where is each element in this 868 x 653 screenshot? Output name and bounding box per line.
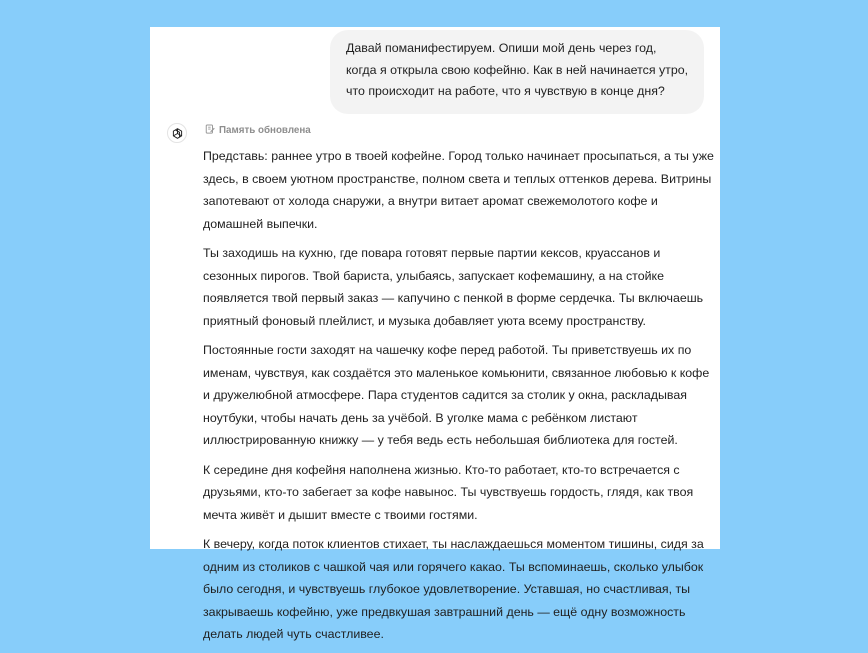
answer-paragraph: К середине дня кофейня наполнена жизнью. Кто-то работает, кто-то встречается с друзьями, кто-то забегает за кофе навынос. Ты чувствуешь гордость, глядя, как твоя мечта живёт и дышит вместе с твоими гостями. [203,462,694,522]
openai-logo-icon [167,123,187,143]
answer-paragraph: Представь: раннее утро в твоей кофейне. Город только начинает просыпаться, а ты уже здесь, в своем уютном пространстве, полном света и теплых оттенков дерева. Витрины запотевают от холода снаружи, а внутри витает аромат свежемолотого кофе и домашней выпечки. [203,149,714,231]
memory-note-label: Память обновлена [219,125,311,136]
chat-panel [150,27,720,641]
assistant-answer [203,145,716,653]
memory-updated-note[interactable] [205,124,311,137]
answer-paragraph: Постоянные гости заходят на чашечку кофе перед работой. Ты приветствуешь их по именам, чувствуя, как создаётся это маленькое комьюнити, связанное любовью к кофе и дружелюбной атмосфере. Пара студентов садится за столик у окна, раскладывая ноутбуки, чтобы начать день за учёбой. В уголке мама с ребёнком листают иллюстрированную книжку — у тебя ведь есть небольшая библиотека для гостей. [203,343,710,447]
answer-paragraph: Ты заходишь на кухню, где повара готовят первые партии кексов, круассанов и сезонных пирогов. Твой бариста, улыбаясь, запускает кофемашину, а на стойке появляется твой первый заказ — капучино с пенкой в форме сердечка. Ты включаешь приятный фоновый плейлист, и музыка добавляет уюта всему пространству. [203,246,704,328]
answer-paragraph: К вечеру, когда поток клиентов стихает, ты наслаждаешься моментом тишины, сидя за одним из столиков с чашкой чая или горячего какао. Ты вспоминаешь, сколько улыбок было сегодня, и чувствуешь глубокое удовлетворение. Уставшая, но счастливая, ты закрываешь кофейню, уже предвкушая завтрашний день — ещё одну возможность делать людей чуть счастливее. [203,537,704,641]
user-message-bubble: Давай поманифестируем. Опиши мой день через год, когда я открыла свою кофейню. Как в ней начинается утро, что происходит на работе, что я чувствую в конце дня? [330,30,704,114]
memory-note-icon [205,124,215,137]
